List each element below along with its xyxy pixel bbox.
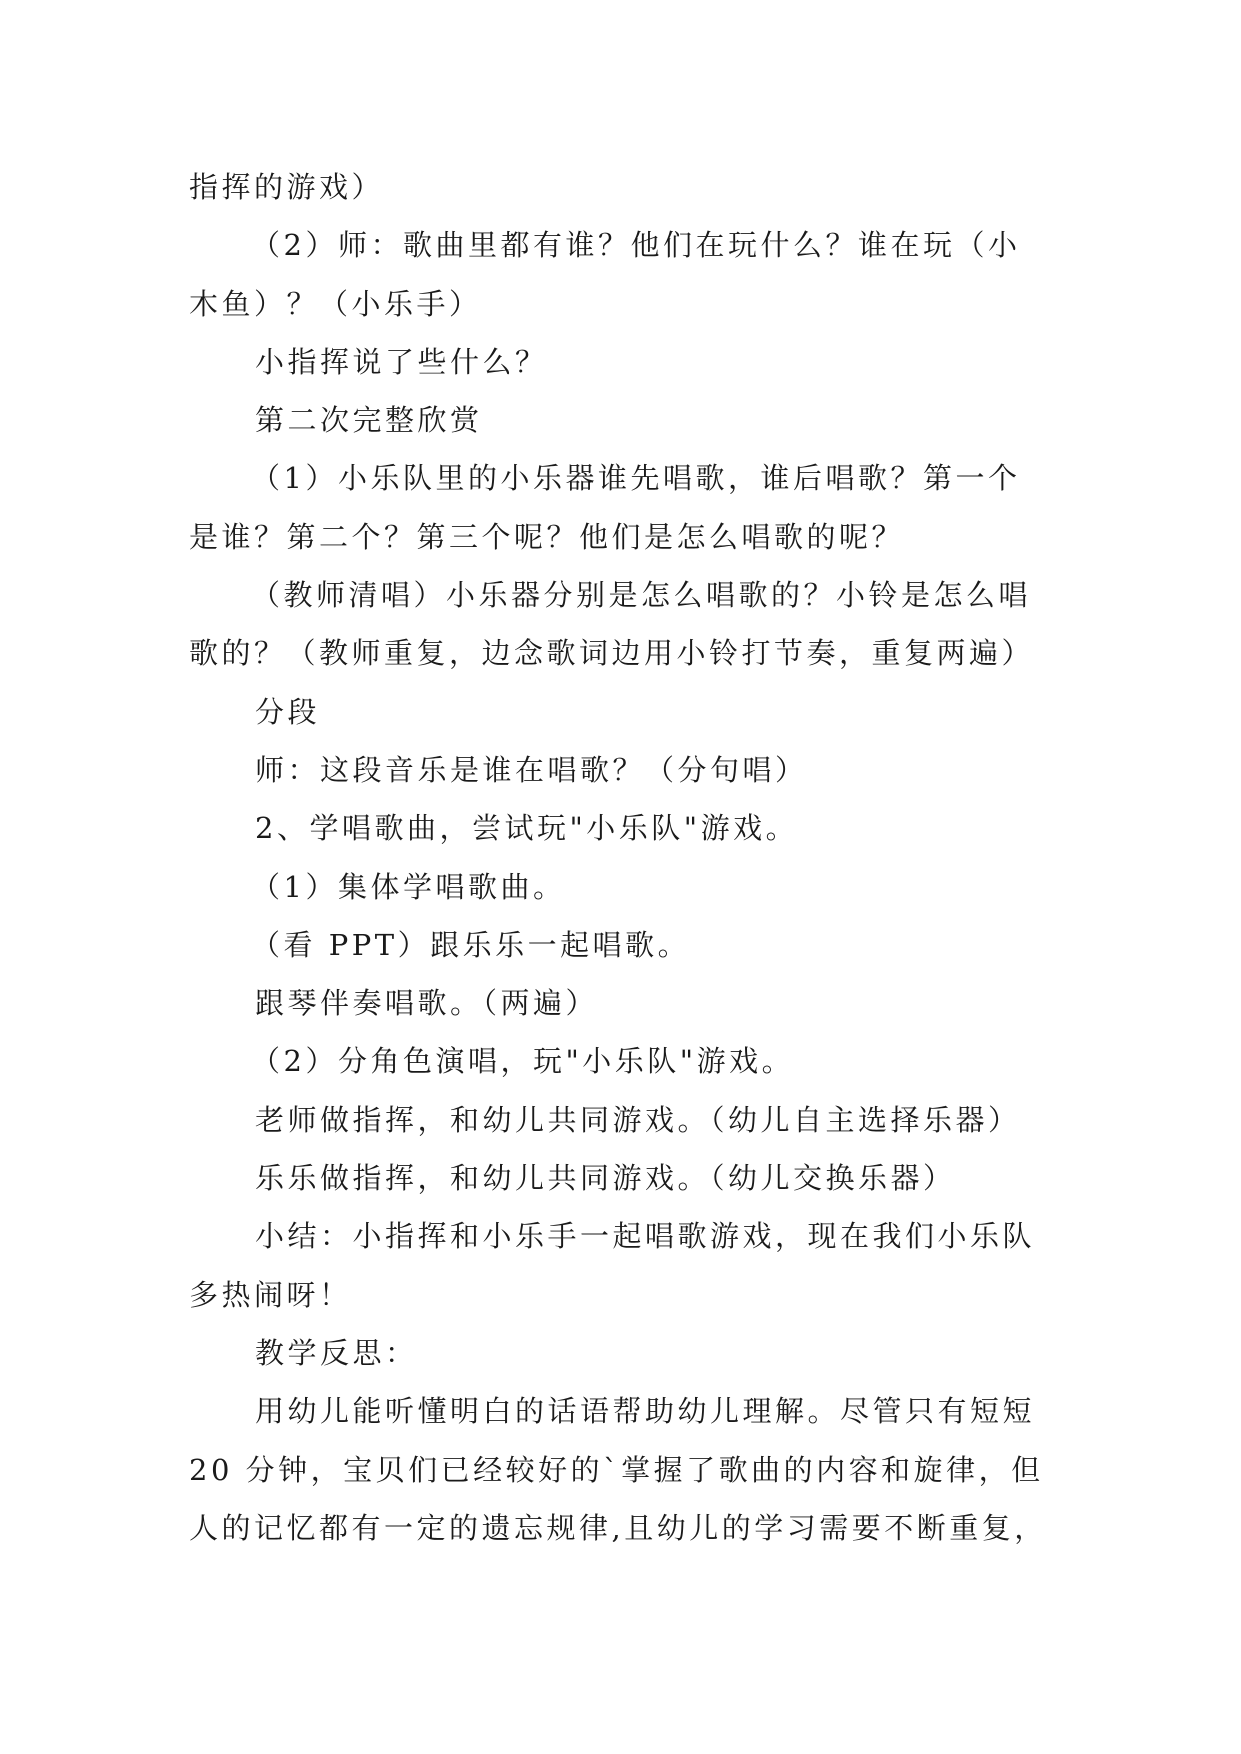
document-body — [189, 158, 1059, 1557]
paragraph-line: 用幼儿能听懂明白的话语帮助幼儿理解。尽管只有短短 — [255, 1394, 1036, 1429]
paragraph-line: （2）分角色演唱，玩"小乐队"游戏。 — [251, 1044, 795, 1079]
paragraph-line: 乐乐做指挥，和幼儿共同游戏。（幼儿交换乐器） — [255, 1161, 956, 1196]
paragraph-line: 歌的？（教师重复，边念歌词边用小铃打节奏，重复两遍） — [189, 636, 1035, 671]
paragraph-line: （教师清唱）小乐器分别是怎么唱歌的？小铃是怎么唱 — [251, 578, 1032, 613]
paragraph-line: （1）集体学唱歌曲。 — [251, 869, 566, 904]
paragraph-line: 小结：小指挥和小乐手一起唱歌游戏，现在我们小乐队 — [255, 1219, 1036, 1254]
paragraph-line: 20 分钟，宝贝们已经较好的`掌握了歌曲的内容和旋律，但 — [189, 1452, 1044, 1487]
paragraph-line: （看 PPT）跟乐乐一起唱歌。 — [251, 927, 691, 962]
paragraph-line: 师：这段音乐是谁在唱歌？（分句唱） — [255, 752, 808, 787]
paragraph-line: 是谁？第二个？第三个呢？他们是怎么唱歌的呢？ — [189, 519, 905, 554]
paragraph-line: 老师做指挥，和幼儿共同游戏。（幼儿自主选择乐器） — [255, 1102, 1021, 1137]
paragraph-line: 人的记忆都有一定的遗忘规律,且幼儿的学习需要不断重复， — [189, 1510, 1047, 1545]
paragraph-line: 第二次完整欣赏 — [255, 403, 483, 438]
paragraph-line: 多热闹呀！ — [189, 1277, 352, 1312]
paragraph-line: 指挥的游戏） — [189, 170, 385, 204]
paragraph-line: 分段 — [255, 694, 321, 729]
paragraph-line: （1）小乐队里的小乐器谁先唱歌，谁后唱歌？第一个 — [251, 461, 1021, 496]
paragraph-line: 跟琴伴奏唱歌。（两遍） — [255, 986, 599, 1021]
paragraph-line: （2）师：歌曲里都有谁？他们在玩什么？谁在玩（小 — [251, 228, 1021, 263]
paragraph-line: 小指挥说了些什么？ — [255, 344, 548, 379]
paragraph-line: 2、学唱歌曲，尝试玩"小乐队"游戏。 — [255, 811, 799, 846]
paragraph-line: 教学反思： — [255, 1335, 418, 1370]
paragraph-line: 木鱼）？（小乐手） — [189, 286, 482, 321]
